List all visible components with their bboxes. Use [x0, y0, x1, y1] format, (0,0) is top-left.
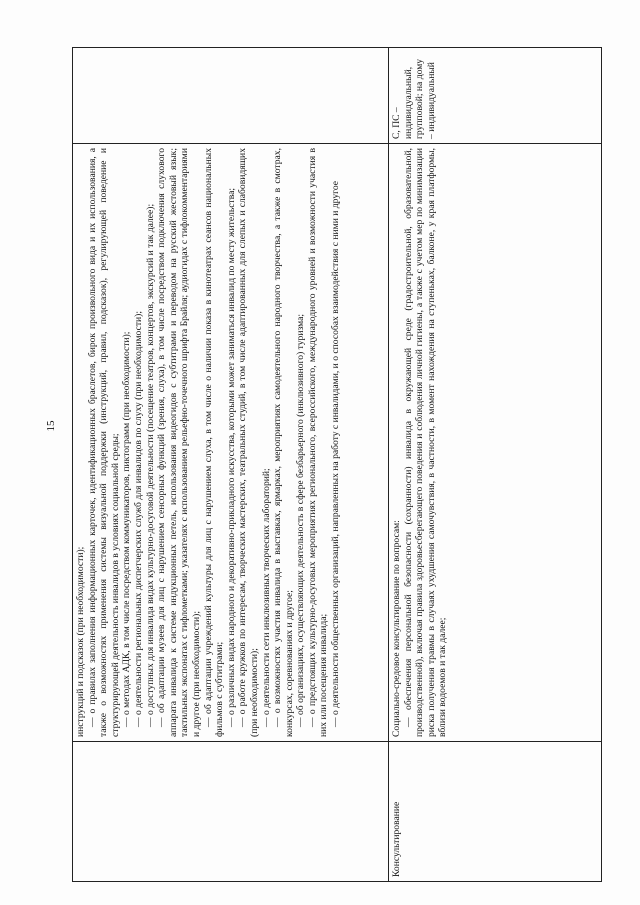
content-line: — о деятельности сети инклюзивных творческих лабораторий;	[260, 468, 272, 727]
services-table	[72, 47, 602, 882]
content-cell	[73, 144, 389, 742]
content-line: — о деятельности общественных организаций, направленных на работу с инвалидами, и о способах взаимодействия с ними и другое	[330, 181, 342, 727]
content-line: Социально-средовое консультирование по вопросам:	[391, 520, 402, 737]
service-cell	[73, 742, 389, 882]
rotated-table-wrapper	[72, 48, 602, 882]
content-line: — об организациях, осуществляющих деятельность в сфере безбарьерного (инклюзивного) туризма;	[295, 313, 307, 727]
content-line: — о деятельности региональных диспетчерских служб для инвалидов по слуху (при необходимости);	[132, 310, 144, 727]
form-cell	[73, 48, 389, 144]
content-line: инструкций и подсказок (при необходимости);	[75, 546, 86, 737]
page-number: 15	[45, 420, 57, 432]
content-line: — о возможностях участия инвалида в выставках, ярмарках, мероприятиях самодеятельного народного творчества, а также в смотрах, конкурсах, соревнованиях и другое;	[272, 148, 295, 737]
content-line: — о методах АДК, в том числе посредством коммуникаторов, пиктограмм (при необходимости);	[121, 331, 133, 727]
table-row	[389, 48, 602, 882]
content-line: — о доступных для инвалида видах культурно-досуговой деятельности (посещение театров, концертов, экскурсий и так далее);	[144, 203, 156, 727]
table-row	[73, 48, 389, 882]
content-line: — о предстоящих культурно-досуговых мероприятиях регионального, всероссийского, международного уровней и возможности участия в них или посещения инвалида;	[306, 148, 330, 737]
content-line: — об адаптации учреждений культуры для лиц с нарушением слуха, в том числе о наличии показа в кинотеатрах сеансов национальных фильмов с субтитрами;	[202, 148, 226, 737]
content-cell	[389, 144, 602, 742]
content-line: — обеспечения персональной безопасности (сохранности) инвалида в окружающей среде (градостроительной, образовательной, производственной), включая правила здоровьесберегающего поведения и соблюдения личной гигиены, а также с учетом мер по минимизации риска получения травмы в случаях ухудшения самочувствия, в частности, в момент нахождения на ступеньках, балконе, у края платформы, вблизи водоемов и так далее;	[402, 148, 449, 737]
content-line: — о различных видах народного и декоративно-прикладного искусства, которыми может заниматься инвалид по месту жительства;	[225, 187, 237, 727]
content-line: — о правилах заполнения информационных карточек, идентификационных браслетов, бирок произвольного вида и их использования, а также о возможностях применения системы визуальной поддержки (инструкций, правил, подсказок), регулирующей поведение и структурирующей деятельность инвалидов в условиях социальной среды;	[86, 148, 121, 737]
service-cell: Консультирование	[389, 742, 602, 882]
content-line: — об адаптации музеев для лиц с нарушением сенсорных функций (зрения, слуха), в том числе посредством подключения слухового аппарата инвалида к системе индукционных петель, использования видеогидов с субтитрами и переводом на русский жестовый язык; тактильных экспонатах с тифлометками; указателях с использованием рельефно-точечного шрифта Брайля; аудиогидах с тифлокомментариями и другое (при необходимости);	[156, 148, 202, 737]
form-cell: С, ПС – индивидуальный, групповой; на дому – индивидуальный	[389, 48, 602, 144]
content-line: — о работе кружков по интересам, творческих мастерских, театральных студий, в том числе адаптированных для слепых и слабовидящих (при необходимости);	[237, 148, 260, 737]
